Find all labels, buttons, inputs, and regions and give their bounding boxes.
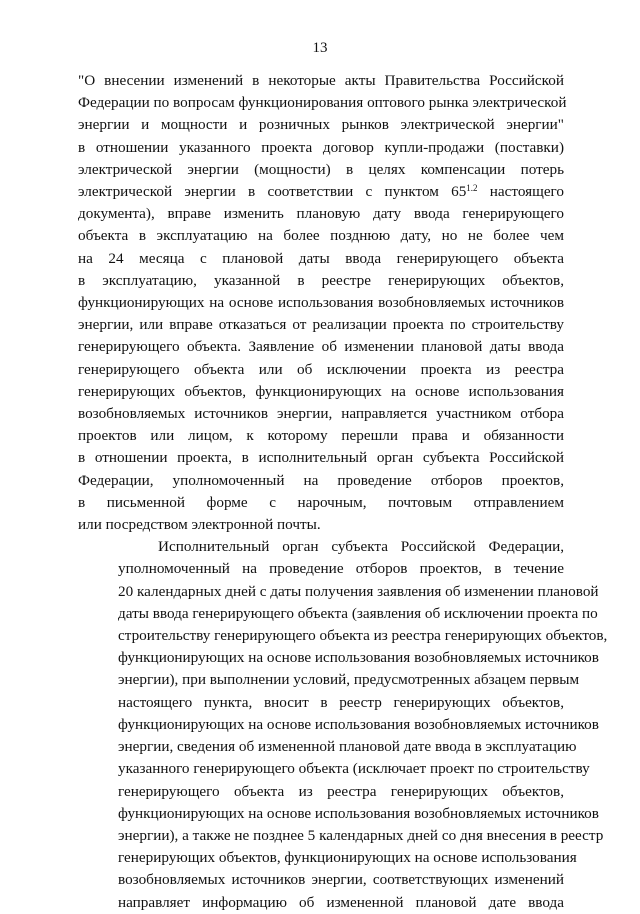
text-line: энергии), при выполнении условий, предусмотренных абзацем первым (118, 671, 580, 689)
text-line: документа), вправе изменить плановую дату ввода генерирующего (78, 205, 564, 223)
text-line: электрической энергии (мощности) в целях компенсации потерь (78, 160, 564, 178)
text-line: функционирующих на основе использования возобновляемых источников (78, 294, 564, 312)
text-line: объекта в эксплуатацию на более позднюю дату, но не более чем (78, 227, 564, 245)
text-segment: электрической энергии в соответствии с пунктом 65 (78, 183, 467, 201)
text-line: функционирующих на основе использования возобновляемых источников (118, 715, 599, 733)
text-line: генерирующего объекта или об исключении проекта из реестра (78, 360, 564, 378)
text-line: возобновляемых источников энергии, соответствующих изменений (118, 871, 564, 889)
text-line-with-footnote (78, 181, 564, 203)
text-line: генерирующих объектов, функционирующих на основе использования (78, 382, 564, 400)
text-line: строительству генерирующего объекта из реестра генерирующих объектов, (118, 627, 608, 645)
text-line: в эксплуатацию, указанной в реестре генерирующих объектов, (78, 271, 564, 289)
text-line: функционирующих на основе использования возобновляемых источников (118, 649, 599, 667)
text-line: на 24 месяца с плановой даты ввода генерирующего объекта (78, 249, 564, 267)
text-line: в письменной форме с нарочным, почтовым отправлением (78, 493, 564, 511)
text-line: генерирующих объектов, функционирующих на основе использования (118, 849, 577, 867)
text-line: даты ввода генерирующего объекта (заявления об исключении проекта по (118, 604, 598, 622)
text-line: Федерации, уполномоченный на проведение отборов проектов, (78, 471, 564, 489)
text-segment: настоящего (477, 183, 564, 201)
text-line: энергии и мощности и розничных рынков электрической энергии" (78, 116, 564, 134)
text-line: направляет информацию об измененной плановой дате ввода (118, 893, 564, 911)
text-line: в отношении указанного проекта договор купли-продажи (поставки) (78, 138, 564, 156)
page-number: 13 (312, 40, 328, 56)
text-line: Исполнительный орган субъекта Российской Федерации, (158, 538, 564, 556)
text-line: уполномоченный на проведение отборов проектов, в течение (118, 560, 564, 578)
text-line: 20 календарных дней с даты получения заявления об изменении плановой (118, 582, 599, 600)
text-line: указанного генерирующего объекта (исключает проект по строительству (118, 760, 590, 778)
text-line: Федерации по вопросам функционирования оптового рынка электрической (78, 94, 567, 112)
text-line: настоящего пункта, вносит в реестр генерирующих объектов, (118, 693, 564, 711)
text-line: функционирующих на основе использования возобновляемых источников (118, 804, 599, 822)
text-line: возобновляемых источников энергии, направляется участником отбора (78, 405, 564, 423)
text-line: в отношении проекта, в исполнительный орган субъекта Российской (78, 449, 564, 467)
text-line: энергии), а также не позднее 5 календарных дней со дня внесения в реестр (118, 826, 604, 844)
superscript-reference: 1.2 (466, 183, 478, 194)
text-line: "О внесении изменений в некоторые акты Правительства Российской (78, 72, 564, 89)
document-body (78, 70, 608, 914)
text-line: генерирующего объекта. Заявление об изменении плановой даты ввода (78, 338, 564, 356)
text-line: генерирующего объекта из реестра генерирующих объектов, (118, 782, 564, 800)
paragraph-1 (78, 70, 567, 536)
paragraph-2 (78, 536, 608, 913)
text-line: энергии, сведения об измененной плановой дате ввода в эксплуатацию (118, 738, 577, 756)
text-line: энергии, или вправе отказаться от реализации проекта по строительству (78, 316, 564, 334)
text-line: проектов или лицом, к которому перешли права и обязанности (78, 427, 564, 445)
text-line: или посредством электронной почты. (78, 516, 321, 534)
